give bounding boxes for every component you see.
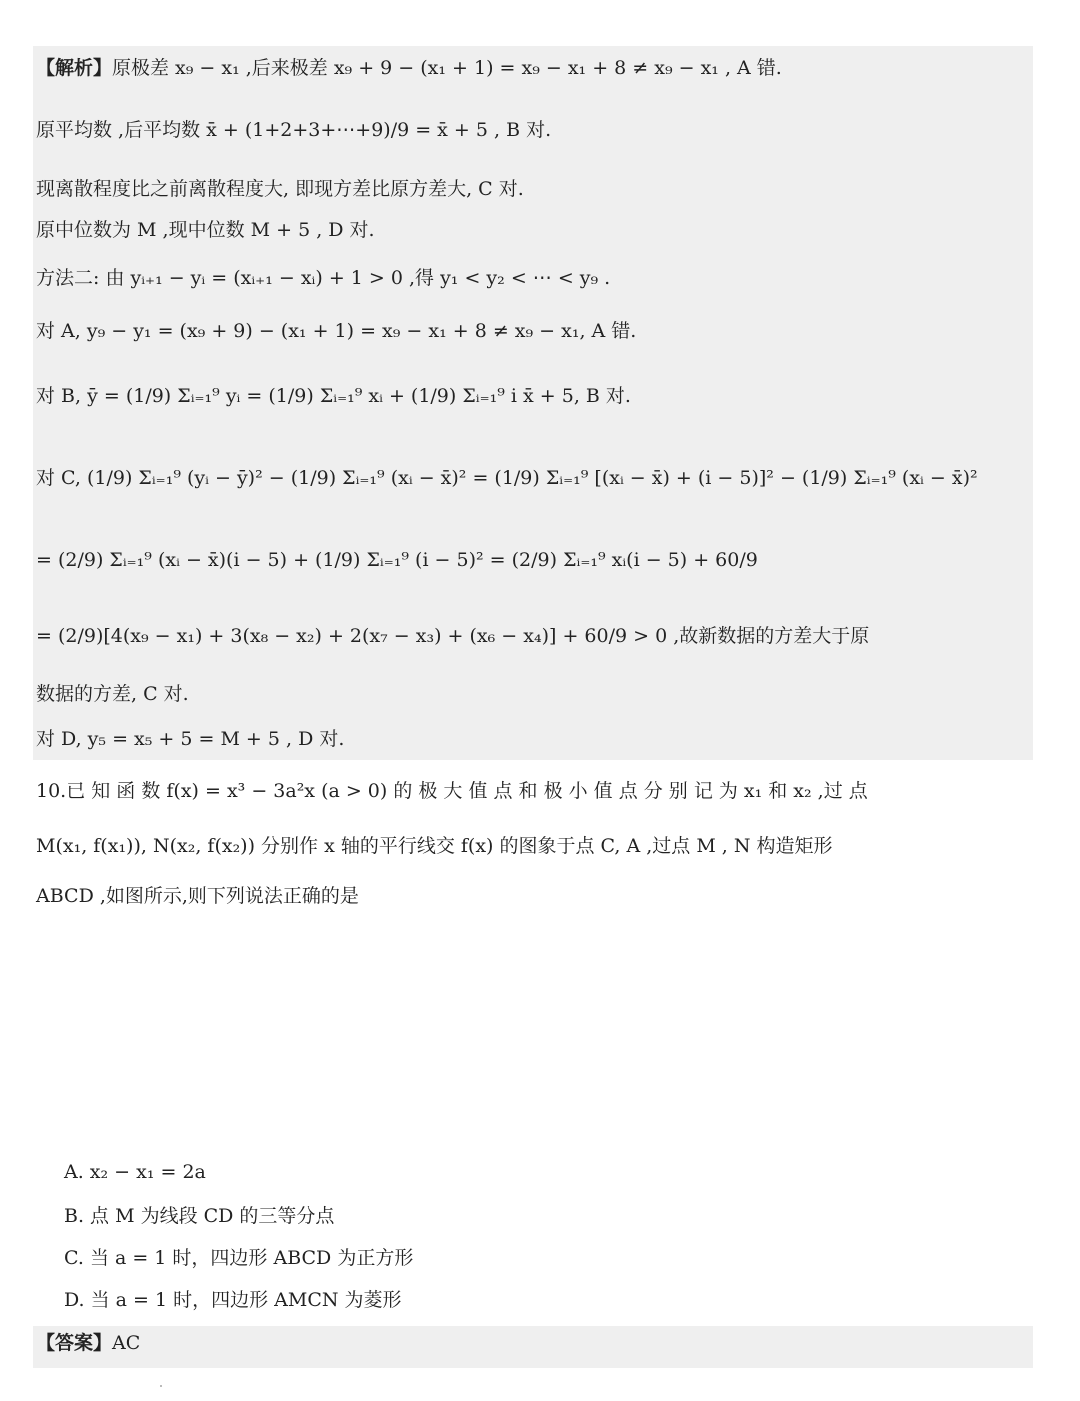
analysis-line-1 [36,56,782,80]
answer-tag: 【答案】 [36,1332,113,1354]
analysis-line-4: 原中位数为 M ,现中位数 M + 5 , D 对. [36,219,375,241]
question-line-3: ABCD ,如图所示,则下列说法正确的是 [36,885,359,907]
stray-dot [160,1385,162,1387]
analysis-line-8: 对 C, (1/9) Σᵢ₌₁⁹ (yᵢ − ȳ)² − (1/9) Σᵢ₌₁⁹ (xᵢ − x̄)² = (1/9) Σᵢ₌₁⁹ [(xᵢ − x̄) + (i − 5)]² − (1/9) Σᵢ₌₁⁹ (xᵢ − x̄)² [36,467,978,489]
analysis-line-3: 现离散程度比之前离散程度大, 即现方差比原方差大, C 对. [36,178,524,200]
question-line-2: M(x₁, f(x₁)), N(x₂, f(x₂)) 分别作 x 轴的平行线交 f(x) 的图象于点 C, A ,过点 M , N 构造矩形 [36,835,833,857]
question-line-1: 10.已 知 函 数 f(x) = x³ − 3a²x (a > 0) 的 极 大 值 点 和 极 小 值 点 分 别 记 为 x₁ 和 x₂ ,过 点 [36,780,868,802]
analysis-tag: 【解析】 [36,57,113,79]
analysis-line-2: 原平均数 ,后平均数 x̄ + (1+2+3+⋯+9)/9 = x̄ + 5 , B 对. [36,119,552,141]
analysis-line-12: 对 D, y₅ = x₅ + 5 = M + 5 , D 对. [36,728,345,750]
choice-a: A. x₂ − x₁ = 2a [64,1161,206,1183]
analysis-line-5: 方法二: 由 yᵢ₊₁ − yᵢ = (xᵢ₊₁ − xᵢ) + 1 > 0 ,得 y₁ < y₂ < ⋯ < y₉ . [36,267,611,289]
analysis-line-6: 对 A, y₉ − y₁ = (x₉ + 9) − (x₁ + 1) = x₉ − x₁ + 8 ≠ x₉ − x₁, A 错. [36,320,637,342]
analysis-line-10: = (2/9)[4(x₉ − x₁) + 3(x₈ − x₂) + 2(x₇ − x₃) + (x₆ − x₄)] + 60/9 > 0 ,故新数据的方差大于原 [36,625,870,647]
choice-b: B. 点 M 为线段 CD 的三等分点 [64,1205,335,1227]
answer-line [36,1331,140,1355]
answer-block [33,1326,1033,1368]
analysis-text-1: 原极差 x₉ − x₁ ,后来极差 x₉ + 9 − (x₁ + 1) = x₉ − x₁ + 8 ≠ x₉ − x₁ , A 错. [112,57,782,79]
analysis-line-7: 对 B, ȳ = (1/9) Σᵢ₌₁⁹ yᵢ = (1/9) Σᵢ₌₁⁹ xᵢ + (1/9) Σᵢ₌₁⁹ i x̄ + 5, B 对. [36,385,631,407]
choice-c: C. 当 a = 1 时，四边形 ABCD 为正方形 [64,1247,414,1269]
analysis-line-9: = (2/9) Σᵢ₌₁⁹ (xᵢ − x̄)(i − 5) + (1/9) Σᵢ₌₁⁹ (i − 5)² = (2/9) Σᵢ₌₁⁹ xᵢ(i − 5) + 60/9 [36,549,758,571]
analysis-line-11: 数据的方差, C 对. [36,683,189,705]
choice-d: D. 当 a = 1 时，四边形 AMCN 为菱形 [64,1289,402,1311]
answer-value: AC [112,1332,141,1354]
